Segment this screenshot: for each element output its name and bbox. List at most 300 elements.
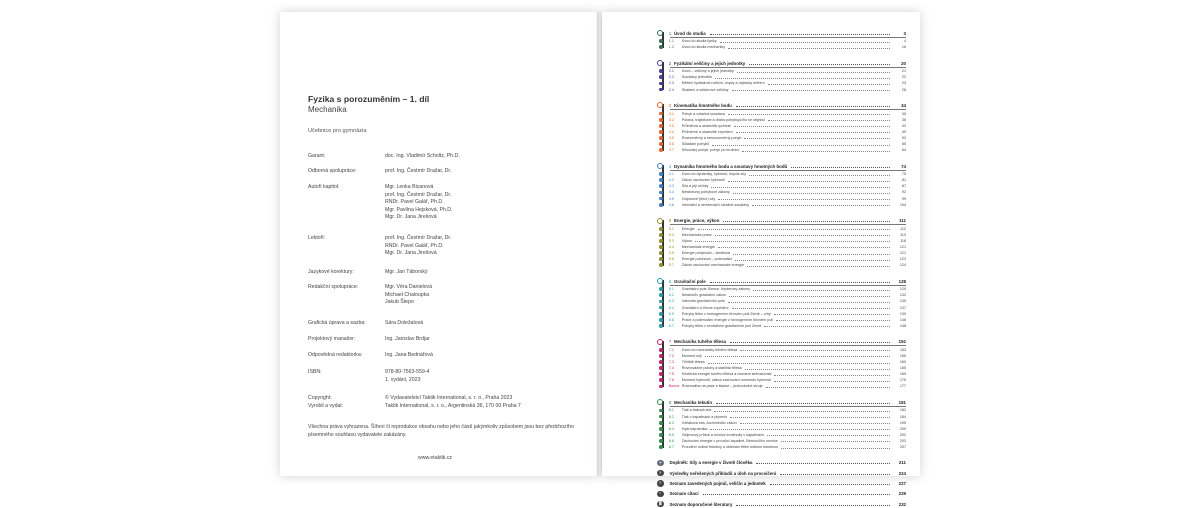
credit-row [308,269,428,277]
credit-value: RNDr. Pavel Galář, Ph.D. [385,242,444,249]
section-dot-icon [659,82,663,86]
appendix-title: Seznam zavedených pojmů, veličin a jednotek [669,481,766,486]
section-number: 5.3 [668,238,674,243]
credit-label: Projektový manažer: [308,336,356,342]
credit-value: Mgr. Věra Danielová [385,284,432,290]
chapter-number: 2 [668,60,672,66]
section-title: Skládání pohybů [681,142,710,147]
credit-value: Mgr. Dr. Jana Jirešová [385,214,437,221]
dot-leader [781,441,890,442]
section-page: 22 [901,75,906,80]
section-page: 36 [901,117,906,122]
dot-leader [715,78,890,79]
dot-leader [770,484,890,485]
section-title: Poloha, trajektorie a dráha pohybujícího se objektu [681,117,765,122]
section-number: 3.3 [668,123,674,128]
section-page: 60 [901,142,906,147]
dot-leader [756,463,890,464]
chapter-page: 74 [901,163,906,169]
dot-leader [705,356,890,357]
section-title: Křivočarý pohyb; pohyb po kružnici [681,148,739,153]
credit-row [308,168,451,176]
section-number: 7.5 [668,372,674,377]
appendix-title: Výsledky neřešených příkladů a úloh na procvičení [669,470,777,476]
chapter-number: 5 [668,218,672,223]
section-page: 132 [899,293,906,298]
section-title: Hydrodynamika [681,426,708,431]
chapter-page: 128 [898,278,906,284]
toc-appendix[interactable] [658,459,906,467]
section-number: 7.2 [668,353,674,358]
chapter-title: Kinematika hmotného bodu [674,102,732,108]
section-dot-icon [659,372,663,376]
section-dot-icon [659,312,663,316]
section-page: 112 [900,226,906,231]
appendix-page: 227 [898,481,906,486]
section-page: 129 [899,287,906,292]
toc-appendix[interactable] [658,490,906,498]
dot-leader [703,494,890,495]
dot-leader [710,429,890,430]
credit-label: Copyright: [308,395,332,401]
section-page: 155 [899,353,906,358]
section-number: 5.1 [668,226,674,231]
chapter-title: Úvod do studia [674,30,706,36]
dot-leader [749,175,890,176]
section-number: 6.3 [668,299,674,304]
section-dot-icon [659,227,663,231]
section-dot-icon [659,293,663,297]
section-page: 137 [899,305,906,310]
credit-value: 978-80-7563-559-4 [385,369,430,375]
section-page: 207 [899,445,906,450]
appendix-title: Doplněk: Síly a energie v životě člověka [669,460,753,466]
section-page: 104 [899,202,906,207]
dot-leader [740,423,890,424]
section-dot-icon [659,306,663,310]
section-page: 92 [901,190,906,195]
credit-label: Vyrobil a vydal: [308,403,343,409]
section-number: 5.7 [668,263,674,268]
credit-label: Jazykové korektury: [308,269,354,275]
dot-leader [695,241,890,242]
section-title: Úvod do dynamiky, hybnost, impuls síly [681,172,747,177]
chapter-title: Mechanika tuhého tělesa [674,339,726,345]
dot-leader [737,72,890,73]
section-page: 75 [901,172,906,177]
credit-label: Lektoři: [308,235,326,241]
section-dot-icon [659,324,663,328]
credit-row [308,403,521,411]
section-dot-icon [659,354,663,358]
section-number: 4.2 [668,178,674,183]
appendix-title: Seznam doporučené literatury [669,501,733,507]
section-title: Síla a její účinky [681,184,709,189]
section-dot-icon [659,203,663,207]
section-title: Objemový průtok a rovnice kontinuity v kapalinách [681,432,764,437]
section-title: Vztlaková síla, Archimédův zákon [681,420,737,425]
dot-leader [744,138,890,139]
dot-leader [718,199,890,200]
section-dot-icon [659,178,663,182]
section-number: 8.5 [668,432,674,437]
dot-leader [766,387,890,388]
credit-value: prof. Ing. Čestmír Dražar, Dr. [385,191,452,198]
dot-leader [768,120,890,121]
dot-leader [710,34,890,35]
dot-leader [752,205,890,206]
toc-section[interactable] [659,444,906,450]
book-title: Fyzika s porozuměním – 1. díl [308,94,430,104]
section-number: 8.7 [668,445,674,450]
section-dot-icon [659,69,663,73]
section-number: 2.3 [668,81,674,86]
dot-leader [740,350,890,351]
credit-value: Mgr. Jan Táborský [385,269,428,275]
dot-leader [734,126,890,127]
credit-row [308,284,432,307]
credit-row [308,184,452,222]
section-dot-icon [659,191,663,195]
section-number: 8.2 [668,414,674,419]
section-number: 2.4 [668,87,674,92]
section-title: Skalární a vektorové veličiny [681,87,729,92]
toc-section[interactable] [659,147,906,153]
section-title: Moment hybnosti, zákon zachování momentu hybnosti [681,378,771,383]
toc-section[interactable] [659,262,906,268]
section-dot-icon [659,197,663,201]
dot-leader [723,221,890,222]
quote-icon: ” [657,491,664,498]
dot-leader [718,247,890,248]
credit-values [385,369,429,384]
section-page: 28 [901,87,906,92]
dot-leader [774,314,890,315]
chapter-marker-icon [657,30,663,36]
section-page: 124 [899,263,906,268]
section-dot-icon [659,130,663,134]
chapter-title: Mechanika tekutin [674,399,713,405]
toc-appendix[interactable] [658,500,906,508]
dot-leader [791,167,890,168]
section-title: Intenzita gravitačního pole [681,299,725,304]
toc-appendix[interactable] [658,480,906,488]
section-number: Bonus [668,384,680,389]
dot-leader [712,145,890,146]
section-number: 5.5 [668,251,674,256]
section-page: 53 [901,135,906,140]
toc-section[interactable] [659,202,906,208]
section-title: Průměrné a okamžité zrychlení [681,129,733,134]
dot-leader [720,42,890,43]
credit-label: Odborná spolupráce: [308,168,357,174]
dot-leader [729,296,890,297]
section-number: 4.6 [668,202,674,207]
chapter-page: 181 [898,399,906,405]
chapter-number: 4 [668,163,672,169]
section-page: 153 [899,347,906,352]
credit-values [385,184,452,222]
dot-leader [736,505,890,506]
left-page [280,12,598,476]
section-number: 7.6 [668,378,674,383]
credit-value: Ing. Jaroslav Brdjar [385,336,430,342]
dot-leader [728,181,890,182]
section-number: 1.2 [668,45,674,50]
dot-leader [768,84,890,85]
section-page: 135 [899,299,906,304]
dot-leader [753,290,890,291]
section-dot-icon [659,112,663,116]
dot-leader [745,369,890,370]
section-page: 202 [899,432,906,437]
section-number: 1.1 [668,39,674,44]
section-dot-icon [659,88,663,92]
credit-row [308,395,512,403]
dot-leader [711,187,890,188]
section-title: Výkon [681,238,693,243]
credit-value: Michael Chaloupka [385,291,430,298]
credit-label: Odpovědná redaktorka: [308,352,363,358]
section-page: 165 [899,366,906,371]
section-title: Zákon zachování hybnosti [681,178,725,183]
section-page: 49 [901,129,906,134]
credit-values [385,168,451,176]
section-number: 6.5 [668,311,674,316]
section-dot-icon [659,300,663,304]
section-dot-icon [659,172,663,176]
section-number: 6.7 [668,323,674,328]
dot-leader [735,260,890,261]
section-number: 3.5 [668,135,674,140]
credit-value: Sára Doležalová [385,320,424,326]
section-title: Newtonovy pohybové zákony [681,190,730,195]
section-dot-icon [659,445,663,449]
section-dot-icon [659,257,663,261]
section-title: Úvod do mechaniky tuhého tělesa [681,347,738,352]
credit-values [385,320,423,328]
section-number: 5.2 [668,232,674,237]
credit-values [385,235,451,258]
section-page: 21 [901,69,906,74]
chapter-marker-icon [657,163,663,169]
section-number: 4.5 [668,196,674,201]
credit-value: Taktik International, s. r. o., Argentinská 36, 170 00 Praha 7 [385,403,521,409]
toc-appendix[interactable] [658,469,906,477]
section-title: Pohyb a vztažná soustava [681,111,725,116]
appendix-page: 232 [898,501,906,507]
section-dot-icon [659,366,663,370]
section-number: 8.3 [668,420,674,425]
section-dot-icon [659,415,663,419]
section-dot-icon [659,251,663,255]
section-title: Kinetická energie tuhého tělesa a moment setrvačnosti [681,372,772,377]
dot-leader [730,417,890,418]
section-dot-icon [659,409,663,413]
appendix-page: 229 [898,491,906,497]
section-page: 81 [901,178,906,183]
section-title: Energie pohybová – kinetická [681,251,730,256]
section-dot-icon [659,124,663,128]
website-link[interactable]: www.etaktik.cz [418,455,453,461]
section-number: 5.4 [668,244,674,249]
dot-leader [714,411,890,412]
section-title: Gravitační pole Slunce, Keplerovy zákony [681,287,751,292]
section-title: Pohyby těles v centrálním gravitačním poli Země [681,323,762,328]
section-number: 4.3 [668,184,674,189]
section-number: 7.1 [668,347,674,352]
section-number: 6.4 [668,305,674,310]
section-title: Těžiště tělesa [681,360,705,365]
section-number: 3.6 [668,142,674,147]
section-number: 4.1 [668,172,674,177]
section-page: 148 [899,323,906,328]
dot-leader [774,375,890,376]
section-dot-icon [659,427,663,431]
section-title: Zákon zachování mechanické energie [681,263,744,268]
dot-leader [781,448,890,449]
section-page: 64 [901,148,906,153]
section-dot-icon [659,263,663,267]
section-page: 121 [899,244,906,249]
appendix-page: 211 [898,460,906,466]
section-number: 2.1 [668,69,674,74]
credit-row [308,320,423,328]
section-title: Průměrná a okamžitá rychlost [681,123,731,128]
section-page: 4 [903,39,906,44]
dot-leader [708,363,890,364]
dot-leader [730,342,890,343]
section-page: 42 [901,123,906,128]
toc-section[interactable] [659,383,906,389]
section-title: Úvod do studia mechaniky [681,45,726,50]
dot-leader [732,308,890,309]
chapter-page: 34 [901,102,906,108]
dot-leader [764,326,890,327]
section-dot-icon [659,233,663,237]
credit-values [385,352,433,360]
credit-row [308,336,430,344]
section-title: Mechanická energie [681,244,715,249]
chapter-marker-icon [657,399,663,405]
section-title: Práce a potenciální energie v homogenním tíhovém poli [681,317,774,322]
chapter-marker-icon [657,60,663,66]
section-page: 182 [899,408,906,413]
section-number: 5.6 [668,257,674,262]
section-title: Tlak v kapalinách a plynech [681,414,728,419]
section-dot-icon [659,184,663,188]
toc-section[interactable] [659,323,906,329]
dot-leader [747,266,890,267]
section-dot-icon [659,39,663,43]
section-title: Soustavy jednotek [681,75,712,80]
section-dot-icon [659,318,663,322]
section-dot-icon [659,245,663,249]
chapter-marker-icon [657,102,663,108]
section-dot-icon [659,75,663,79]
credit-values [385,403,521,411]
chapter-page: 20 [901,60,906,66]
appendix-title: Seznam citací [669,491,699,497]
section-dot-icon [659,118,663,122]
chapter-number: 7 [668,339,672,345]
credit-value: © Vydavatelství Taktik International, s. r. o., Praha 2023 [385,395,513,401]
credit-value: Ing. Jana Bednářová [385,352,433,358]
section-dot-icon [659,421,663,425]
section-page: 200 [899,426,906,431]
section-title: Newtonův gravitační zákon [681,293,727,298]
credit-value: prof. Ing. Čestmír Dražar, Dr. [385,168,452,174]
dot-leader [774,381,890,382]
dot-leader [749,64,890,65]
section-number: 6.6 [668,317,674,322]
section-title: Rovnováha na páce a kladce – jednoduché stroje [681,384,763,389]
section-page: 87 [901,184,906,189]
section-title: Mechanická práce [681,232,712,237]
section-dot-icon [659,136,663,140]
credit-value: Mgr. Dr. Jana Jirešová [385,250,437,257]
dot-leader [715,235,890,236]
credit-values [385,153,460,161]
section-title: Úvod do studia fyziky [681,39,717,44]
section-page: 169 [899,372,906,377]
dot-leader [742,151,890,152]
section-number: 3.7 [668,148,674,153]
section-number: 7.4 [668,366,674,371]
section-page: 122 [899,257,906,262]
dot-leader [732,90,890,91]
toc-section[interactable] [659,44,906,50]
plus-icon: + [657,460,664,467]
credit-label: Autoři kapitol: [308,184,340,190]
section-number: 4.4 [668,190,674,195]
section-page: 184 [899,414,906,419]
credit-value: doc. Ing. Vladimír Scholtz, Ph.D. [385,153,460,159]
dot-leader [780,474,890,475]
credit-label: ISBN: [308,369,322,375]
section-title: Energie polohová – potenciální [681,257,733,262]
section-page: 16 [901,45,906,50]
section-title: Gravitační a tíhové zrychlení [681,305,729,310]
section-page: 139 [899,311,906,316]
section-title: Inerciální a neinerciální vztažné soustavy [681,202,750,207]
credit-value: prof. Ing. Čestmír Dražar, Dr. [385,235,452,241]
dot-leader [710,282,890,283]
section-title: Tlak a tlaková síla [681,408,712,413]
section-page: 175 [899,378,906,383]
book-tagline: Učebnice pro gymnázia [308,128,367,134]
book-subtitle: Mechanika [308,105,347,114]
toc-section[interactable] [659,86,906,92]
dot-leader [728,48,890,49]
section-number: 7.3 [668,360,674,365]
section-title: Energie [681,226,695,231]
rights-notice: Všechna práva vyhrazena. Šíření či reprodukce obsahu nebo jeho částí jakýmkoliv způsobem jsou bez předchozího písemného souhlasu vydavatele zakázány. [308,424,574,438]
section-page: 35 [901,111,906,116]
chapter-marker-icon [657,218,663,224]
section-page: 23 [901,81,906,86]
section-title: Moment síly [681,353,702,358]
question-icon: ? [657,470,664,477]
section-dot-icon [659,433,663,437]
section-title: Odporové (třecí) síly [681,196,716,201]
section-dot-icon [659,385,663,389]
section-number: 3.4 [668,129,674,134]
dot-leader [736,132,890,133]
credit-row [308,352,433,360]
section-dot-icon [659,148,663,152]
chapter-title: Dynamika hmotného bodu a soustavy hmotných bodů [674,163,788,169]
